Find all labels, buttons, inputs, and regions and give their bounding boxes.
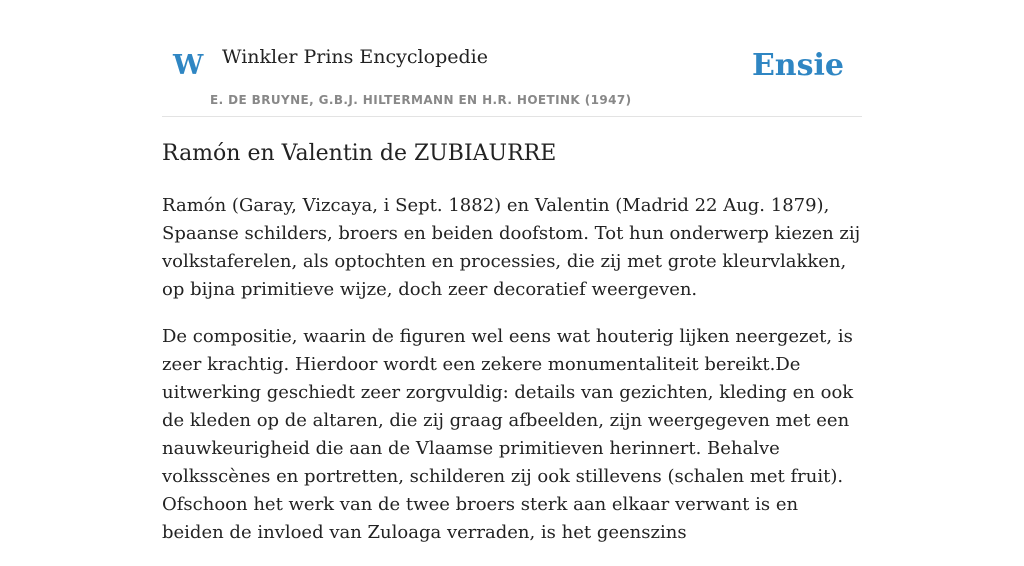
ensie-brand-link[interactable]: Ensie — [751, 48, 844, 83]
site-title: Winkler Prins Encyclopedie — [222, 46, 488, 68]
article-title: Ramón en Valentin de ZUBIAURRE — [162, 141, 557, 166]
page — [162, 0, 862, 543]
encyclopedia-logo[interactable]: W — [173, 50, 204, 81]
article-paragraph: Ramón (Garay, Vizcaya, i Sept. 1882) en Valentin (Madrid 22 Aug. 1879), Spaanse schilders, broers en beiden doofstom. Tot hun onderwerp kiezen zij volkstaferelen, als optochten en processies, die zij met grote kleurvlakken, op bijna primitieve wijze, doch zeer decoratief weergeven. — [162, 195, 861, 300]
authors-line: E. DE BRUYNE, G.B.J. HILTERMANN EN H.R. HOETINK (1947) — [210, 93, 632, 107]
header — [162, 0, 862, 117]
article-paragraph: De compositie, waarin de figuren wel eens wat houterig lijken neergezet, is zeer krachtig. Hierdoor wordt een zekere monumentaliteit bereikt.De uitwerking geschiedt zeer zorgvuldig: details van gezichten, kleding en ook de kleden op de altaren, die zij graag afbeelden, zijn weergegeven met een nauwkeurigheid die aan de Vlaamse primitieven herinnert. Behalve volksscènes en portretten, schilderen zij ook stillevens (schalen met fruit). Ofschoon het werk van de twee broers sterk aan elkaar verwant is en beiden de invloed van Zuloaga verraden, is het geenszins — [162, 326, 854, 543]
article-body — [162, 192, 862, 566]
